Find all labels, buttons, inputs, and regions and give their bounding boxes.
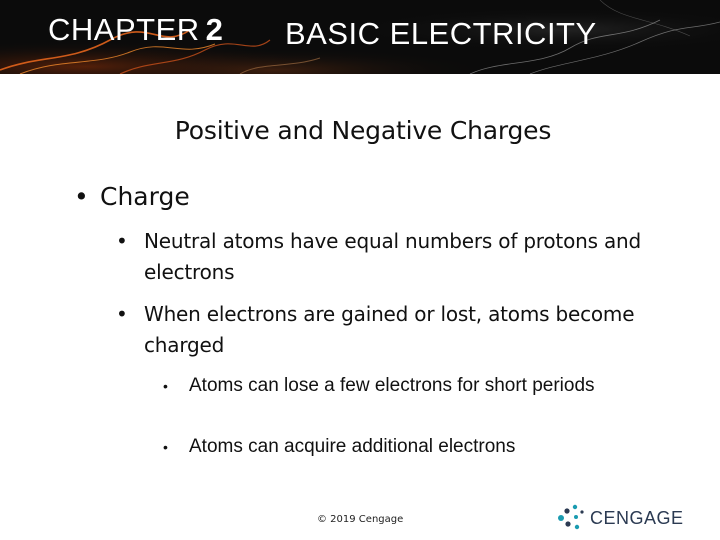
bullet-mark: • — [74, 182, 89, 211]
bullet-level2 — [116, 226, 684, 288]
bullet-mark: • — [163, 439, 168, 455]
bullet-level2 — [116, 299, 684, 361]
bullet-level3 — [163, 373, 629, 399]
bullet-mark: • — [116, 302, 128, 326]
chapter-word: CHAPTER — [48, 12, 200, 47]
bullet-text: When electrons are gained or lost, atoms become charged — [144, 302, 635, 357]
chapter-title: BASIC ELECTRICITY — [285, 16, 597, 51]
chapter-number: 2 — [205, 12, 224, 47]
bullet-text: Atoms can lose a few electrons for short periods — [189, 375, 595, 396]
bullet-text: Charge — [100, 182, 190, 211]
slide-title: Positive and Negative Charges — [174, 116, 552, 145]
bullet-level1 — [74, 182, 190, 211]
bullet-level3 — [163, 434, 629, 460]
cengage-logo-icon — [555, 503, 585, 531]
bullet-text: Neutral atoms have equal numbers of protons and electrons — [144, 229, 641, 284]
copyright-text: © 2019 Cengage — [317, 514, 404, 525]
bullet-mark: • — [163, 378, 168, 394]
chapter-label — [48, 12, 223, 48]
bullet-mark: • — [116, 229, 128, 253]
bullet-text: Atoms can acquire additional electrons — [189, 436, 516, 457]
cengage-brand-text: CENGAGE — [590, 508, 684, 528]
header-banner — [0, 0, 720, 74]
